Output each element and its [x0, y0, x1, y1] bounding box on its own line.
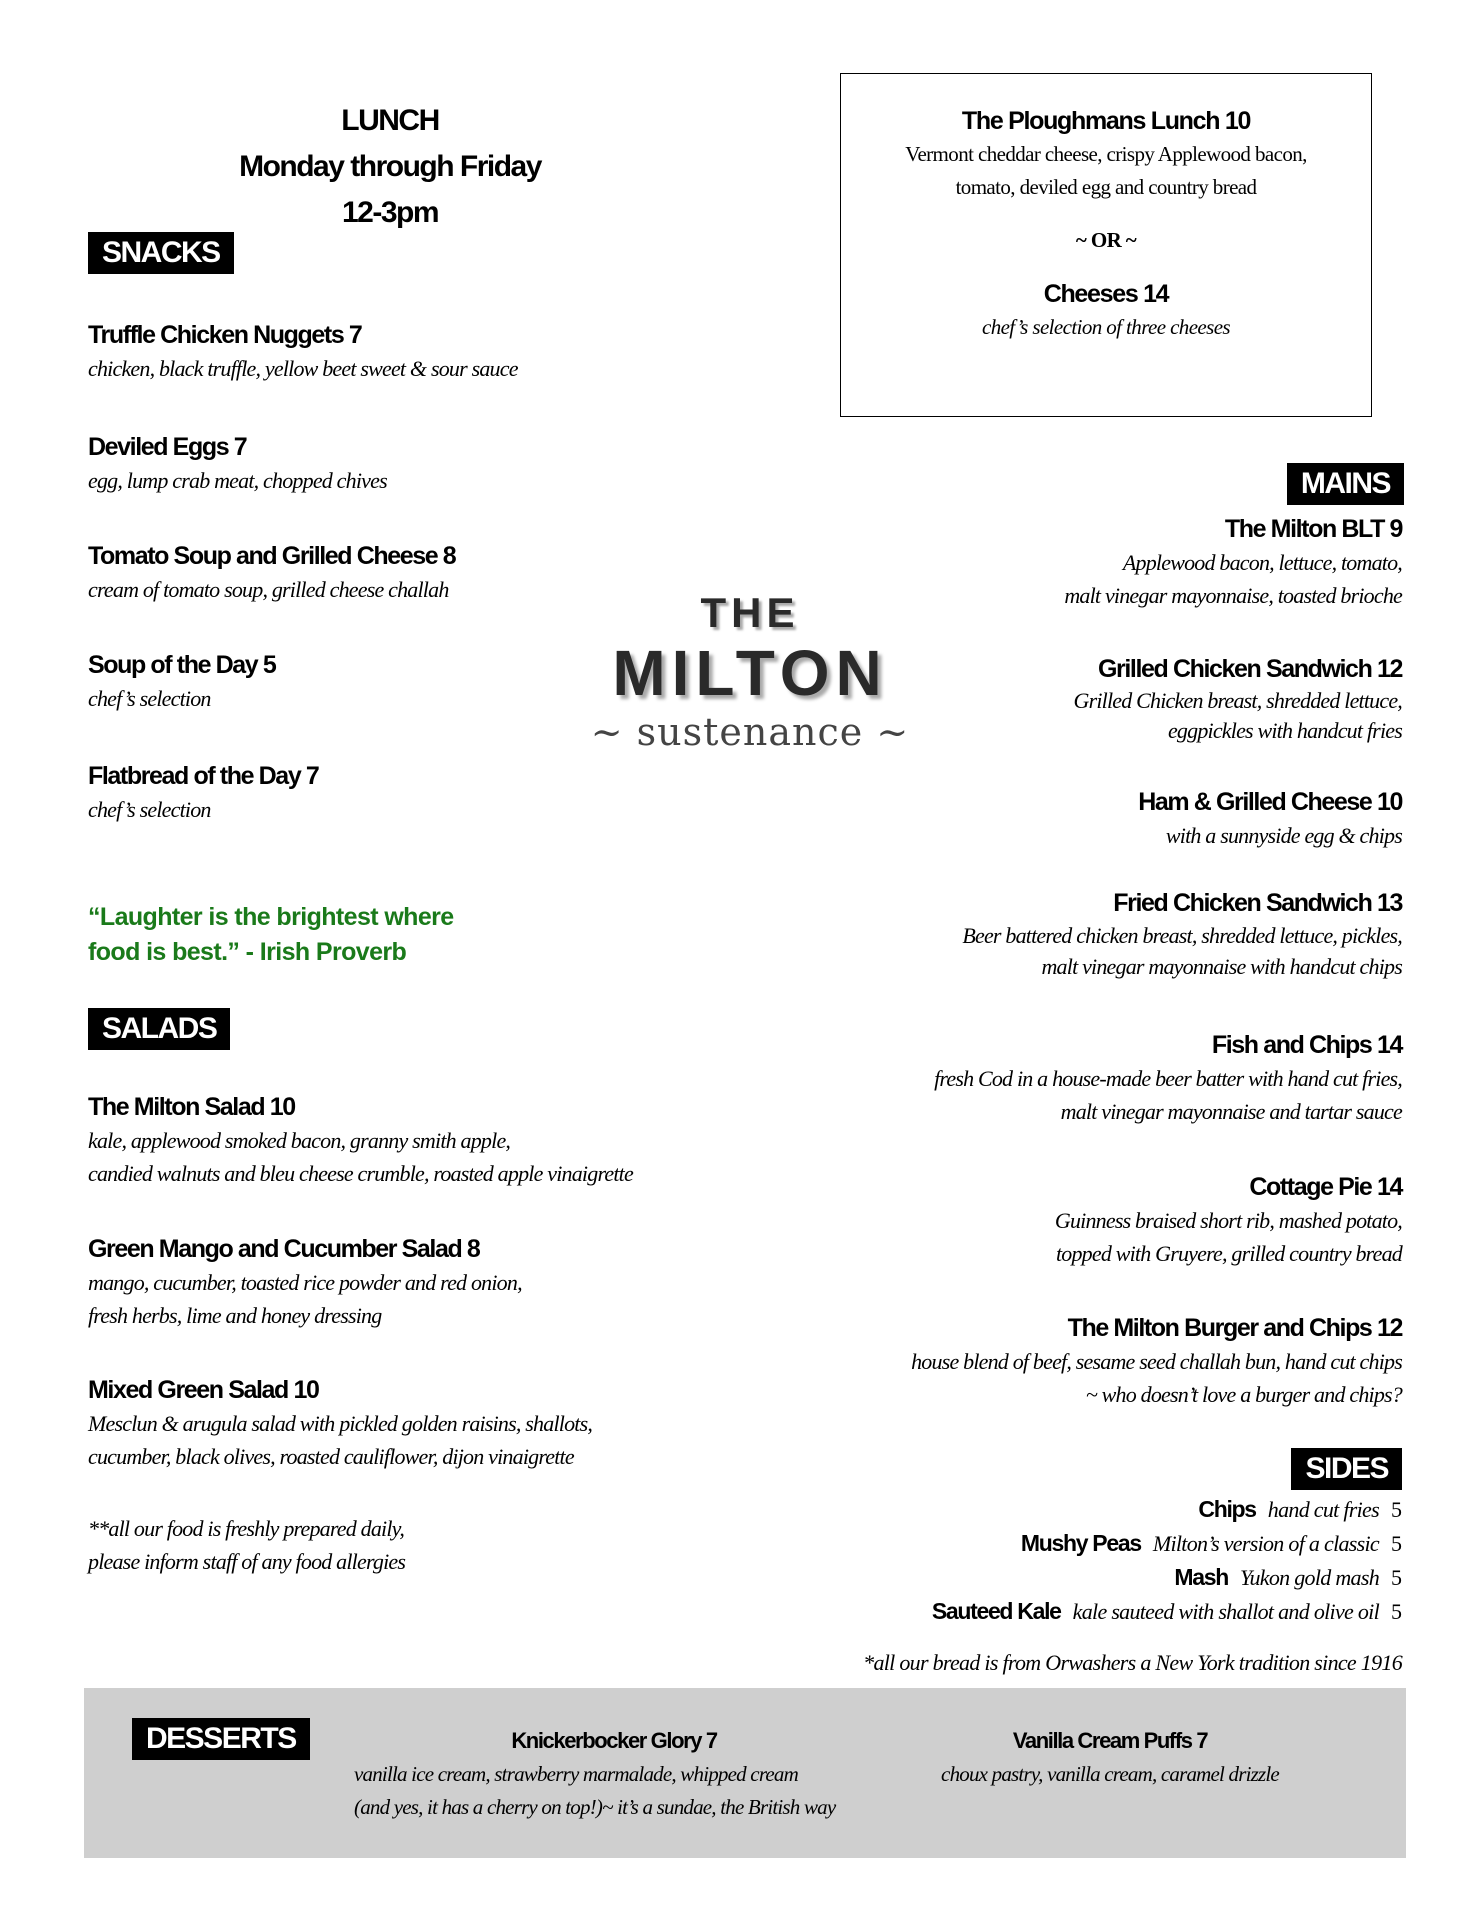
menu-item	[1074, 652, 1402, 746]
section-tag-sides: SIDES	[1291, 1448, 1402, 1490]
side-name: Sauteed Kale	[931, 1598, 1061, 1624]
item-desc: cream of tomato soup, grilled cheese challah	[88, 577, 449, 602]
sides-list	[932, 1492, 1402, 1628]
section-tag-mains: MAINS	[1287, 463, 1404, 505]
item-desc: vanilla ice cream, strawberry marmalade, whipped cream	[354, 1762, 798, 1786]
item-desc: Applewood bacon, lettuce, tomato,	[1122, 550, 1402, 575]
menu-item	[88, 539, 455, 606]
side-price: 5	[1391, 1531, 1402, 1556]
logo-sustenance: ~ sustenance ~	[590, 710, 910, 754]
dessert-item	[930, 1724, 1290, 1791]
menu-item	[88, 1090, 633, 1190]
side-desc: Milton’s version of a classic	[1152, 1531, 1379, 1556]
note-line: **all our food is freshly prepared daily,	[88, 1516, 405, 1541]
menu-item	[1055, 1170, 1402, 1270]
item-desc: chef’s selection	[88, 797, 211, 822]
lunch-hours: 12-3pm	[341, 196, 439, 229]
item-name: Grilled Chicken Sandwich 12	[1098, 655, 1402, 683]
item-desc: topped with Gruyere, grilled country bread	[1055, 1241, 1402, 1266]
item-desc: (and yes, it has a cherry on top!)~ it’s a sundae, the British way	[354, 1795, 836, 1819]
item-name: Fried Chicken Sandwich 13	[1113, 889, 1402, 917]
item-desc: kale, applewood smoked bacon, granny smith apple,	[88, 1128, 511, 1153]
menu-item	[911, 1311, 1402, 1411]
item-desc: candied walnuts and bleu cheese crumble, roasted apple vinaigrette	[88, 1161, 633, 1186]
menu-item	[1064, 512, 1402, 612]
item-name: Ham & Grilled Cheese 10	[1138, 788, 1402, 816]
food-allergy-note	[88, 1512, 405, 1578]
side-desc: Yukon gold mash	[1239, 1565, 1379, 1590]
item-name: The Milton Burger and Chips 12	[1067, 1314, 1402, 1342]
menu-item	[88, 1373, 592, 1473]
side-item	[932, 1492, 1402, 1526]
item-desc: chicken, black truffle, yellow beet sweet & sour sauce	[88, 356, 518, 381]
menu-item	[88, 759, 318, 826]
quote-line: food is best.” - Irish Proverb	[88, 938, 407, 966]
milton-logo	[540, 588, 960, 756]
special-item-desc: tomato, deviled egg and country bread	[955, 175, 1257, 199]
item-desc: Mesclun & arugula salad with pickled golden raisins, shallots,	[88, 1411, 593, 1436]
item-desc: malt vinegar mayonnaise and tartar sauce	[1060, 1099, 1402, 1124]
side-item	[932, 1594, 1402, 1628]
side-name: Mash	[1174, 1564, 1228, 1590]
item-desc: mango, cucumber, toasted rice powder and red onion,	[88, 1270, 522, 1295]
item-name: Flatbread of the Day 7	[88, 762, 319, 790]
section-tag-snacks: SNACKS	[88, 232, 234, 274]
side-price: 5	[1391, 1497, 1402, 1522]
item-desc: malt vinegar mayonnaise with handcut chips	[1041, 954, 1402, 979]
logo-the: THE	[700, 589, 800, 636]
side-name: Mushy Peas	[1020, 1530, 1141, 1556]
dessert-item	[354, 1724, 874, 1824]
ploughmans-special-box	[840, 73, 1372, 417]
lunch-title: LUNCH	[341, 104, 439, 137]
item-desc: Grilled Chicken breast, shredded lettuce,	[1073, 688, 1402, 713]
menu-item	[962, 886, 1402, 982]
special-item-name: The Ploughmans Lunch 10	[961, 107, 1251, 135]
lunch-header	[200, 98, 580, 236]
bread-note: *all our bread is from Orwashers a New York tradition since 1916	[863, 1650, 1402, 1675]
item-desc: cucumber, black olives, roasted cauliflower, dijon vinaigrette	[88, 1444, 574, 1469]
item-desc: ~ who doesn’t love a burger and chips?	[1085, 1382, 1402, 1407]
irish-proverb-quote	[88, 900, 454, 970]
side-desc: hand cut fries	[1267, 1497, 1379, 1522]
item-desc: fresh Cod in a house-made beer batter with hand cut fries,	[934, 1066, 1402, 1091]
side-item	[932, 1526, 1402, 1560]
logo-milton: MILTON	[612, 637, 888, 709]
or-divider: ~ OR ~	[1075, 228, 1137, 252]
item-desc: chef’s selection	[88, 686, 211, 711]
item-desc: Beer battered chicken breast, shredded lettuce, pickles,	[962, 923, 1402, 948]
menu-item	[88, 430, 387, 497]
item-name: Deviled Eggs 7	[88, 433, 247, 461]
item-desc: with a sunnyside egg & chips	[1165, 823, 1402, 848]
item-name: Truffle Chicken Nuggets 7	[88, 321, 362, 349]
special-item-desc: chef’s selection of three cheeses	[981, 315, 1231, 339]
menu-item	[88, 648, 275, 715]
item-name: Mixed Green Salad 10	[88, 1376, 319, 1404]
item-name: The Milton Salad 10	[88, 1093, 295, 1121]
side-price: 5	[1391, 1565, 1402, 1590]
side-name: Chips	[1198, 1496, 1256, 1522]
menu-item	[1138, 785, 1402, 852]
quote-line: “Laughter is the brightest where	[88, 903, 454, 931]
item-desc: eggpickles with handcut fries	[1167, 718, 1402, 743]
item-name: Knickerbocker Glory 7	[511, 1728, 717, 1753]
side-item	[932, 1560, 1402, 1594]
item-desc: fresh herbs, lime and honey dressing	[88, 1303, 382, 1328]
section-tag-salads: SALADS	[88, 1008, 230, 1050]
menu-item	[934, 1028, 1402, 1128]
section-tag-desserts: DESSERTS	[132, 1718, 310, 1760]
item-name: Tomato Soup and Grilled Cheese 8	[88, 542, 456, 570]
item-name: Fish and Chips 14	[1211, 1031, 1402, 1059]
side-price: 5	[1391, 1599, 1402, 1624]
side-desc: kale sauteed with shallot and olive oil	[1072, 1599, 1379, 1624]
lunch-days: Monday through Friday	[239, 150, 541, 183]
item-desc: malt vinegar mayonnaise, toasted brioche	[1064, 583, 1402, 608]
special-item-name: Cheeses 14	[1043, 280, 1169, 308]
item-name: Green Mango and Cucumber Salad 8	[88, 1235, 480, 1263]
item-name: Cottage Pie 14	[1249, 1173, 1402, 1201]
item-name: Vanilla Cream Puffs 7	[1012, 1728, 1208, 1753]
special-item-desc: Vermont cheddar cheese, crispy Applewood bacon,	[905, 142, 1307, 166]
item-desc: Guinness braised short rib, mashed potato,	[1054, 1208, 1402, 1233]
menu-item	[88, 1232, 522, 1332]
note-line: please inform staff of any food allergies	[88, 1549, 406, 1574]
item-desc: house blend of beef, sesame seed challah bun, hand cut chips	[911, 1349, 1402, 1374]
item-name: Soup of the Day 5	[88, 651, 276, 679]
menu-item	[88, 318, 518, 385]
item-desc: choux pastry, vanilla cream, caramel drizzle	[941, 1762, 1279, 1786]
item-desc: egg, lump crab meat, chopped chives	[88, 468, 387, 493]
item-name: The Milton BLT 9	[1224, 515, 1402, 543]
